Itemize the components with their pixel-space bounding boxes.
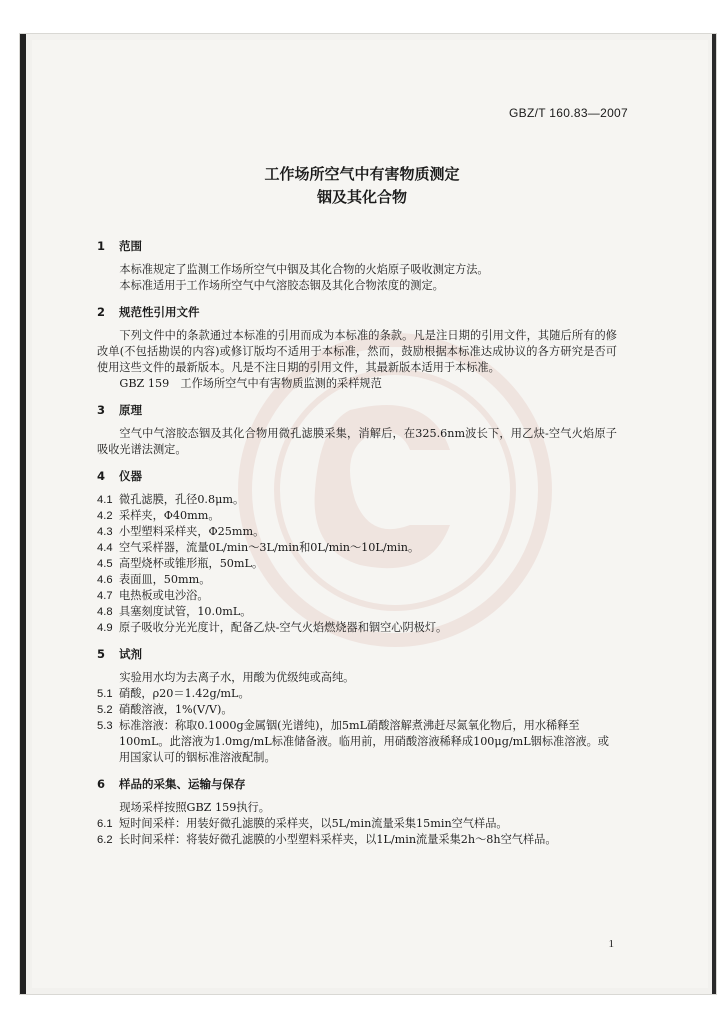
- paragraph: 本标准规定了监测工作场所空气中铟及其化合物的火焰原子吸收测定方法。: [119, 263, 489, 276]
- section-heading: 1 范围: [97, 239, 142, 253]
- list-item: 4.3 小型塑料采样夹，Φ25mm。: [97, 525, 265, 538]
- list-item: 4.2 采样夹，Φ40mm。: [97, 509, 220, 522]
- list-item: 4.4 空气采样器，流量0L/min～3L/min和0L/min～10L/min。: [97, 541, 420, 554]
- paragraph: GBZ 159 工作场所空气中有害物质监测的采样规范: [119, 377, 382, 390]
- section-heading: 5 试剂: [97, 647, 142, 661]
- instrument-list: [97, 492, 617, 636]
- section-heading: 2 规范性引用文件: [97, 305, 200, 319]
- list-item: 6.2 长时间采样：将装好微孔滤膜的小型塑料采样夹，以1L/min流量采集2h～8h空气样品。: [97, 833, 557, 846]
- list-item: 5.2 硝酸溶液，1%(V/V)。: [97, 703, 233, 716]
- list-item: 5.3 标准溶液：称取0.1000g金属铟(光谱纯)，加5mL硝酸溶解煮沸赶尽氮氧化物后，用水稀释至100mL。此溶液为1.0mg/mL标准储备液。临用前，用硝酸溶液稀释成100μg/mL铟标准溶液。或用国家认可的铟标准溶液配制。: [97, 719, 609, 764]
- list-item: 5.1 硝酸，ρ20＝1.42g/mL。: [97, 687, 250, 700]
- list-item: 4.5 高型烧杯或锥形瓶，50mL。: [97, 557, 264, 570]
- document-title: 工作场所空气中有害物质测定: [264, 165, 460, 183]
- page-number: 1: [608, 938, 614, 950]
- list-item: 4.7 电热板或电沙浴。: [97, 589, 209, 602]
- paragraph: 本标准适用于工作场所空气中气溶胶态铟及其化合物浓度的测定。: [119, 279, 444, 292]
- standard-number: GBZ/T 160.83—2007: [509, 106, 628, 120]
- paragraph: 实验用水均为去离子水，用酸为优级纯或高纯。: [119, 671, 355, 684]
- section-heading: 6 样品的采集、运输与保存: [97, 777, 246, 791]
- list-item: 4.8 具塞刻度试管，10.0mL。: [97, 605, 252, 618]
- list-item: 4.6 表面皿，50mm。: [97, 573, 211, 586]
- section-heading: 4 仪器: [97, 469, 142, 483]
- section-heading: 3 原理: [97, 403, 142, 417]
- paragraph: 空气中气溶胶态铟及其化合物用微孔滤膜采集，消解后，在325.6nm波长下，用乙炔-空气火焰原子吸收光谱法测定。: [97, 427, 617, 456]
- document-body: [97, 238, 617, 848]
- paragraph: 现场采样按照GBZ 159执行。: [119, 801, 270, 814]
- list-item: 6.1 短时间采样：用装好微孔滤膜的采样夹，以5L/min流量采集15min空气样品。: [97, 817, 508, 830]
- list-item: 4.1 微孔滤膜，孔径0.8μm。: [97, 493, 245, 506]
- document-subtitle: 铟及其化合物: [316, 188, 407, 206]
- list-item: 4.9 原子吸收分光光度计，配备乙炔-空气火焰燃烧器和铟空心阴极灯。: [97, 621, 448, 634]
- paragraph: 下列文件中的条款通过本标准的引用而成为本标准的条款。凡是注日期的引用文件，其随后所有的修改单(不包括勘误的内容)或修订版均不适用于本标准，然而，鼓励根据本标准达成协议的各方研究是否可使用这些文件的最新版本。凡是不注日期的引用文件，其最新版本适用于本标准。: [97, 329, 617, 374]
